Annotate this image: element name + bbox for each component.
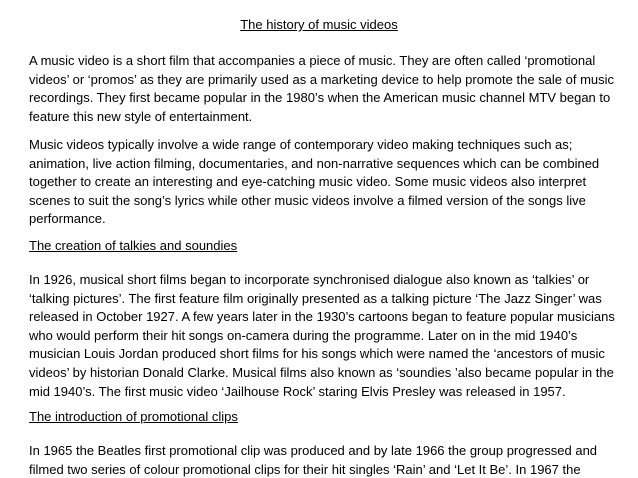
paragraph-line: filmed two series of colour promotional clips for their hit singles ‘Rain’ and ‘Let It Be’. In 1967 the [29,461,581,477]
paragraph-line: mid 1940’s. The first music video ‘Jailhouse Rock’ staring Elvis Presley was released in 1957. [29,383,566,399]
paragraph-line: scenes to suit the song’s lyrics while other music videos involve a filmed version of the songs live [29,192,586,208]
paragraph-line: recordings. They first became popular in the 1980’s when the American music channel MTV began to [29,90,611,106]
paragraph-line: videos’ or ‘promos’ as they are primarily used as a marketing device to help promote the sale of music [29,71,615,87]
section-heading-talkies: The creation of talkies and soundies [29,238,238,253]
paragraph-talkies [29,271,613,401]
paragraph-line: who would perform their hit songs on-camera during the programme. Later on in the mid 1940’s [29,327,578,343]
paragraph-line: A music video is a short film that accompanies a piece of music. They are often called ‘promotional [29,53,596,68]
paragraph-line: performance. [29,211,106,227]
paragraph-line: musician Louis Jordan produced short films for his songs which were named the ‘ancestors of music [29,346,605,362]
paragraph-line: released in October 1927. A few years later in the 1930’s cartoons began to feature popular musicians [29,309,615,325]
document-title: The history of music videos [240,17,398,32]
paragraph-line: feature this new style of entertainment. [29,108,253,124]
section-heading-promotional: The introduction of promotional clips [29,409,238,424]
paragraph-line: together to create an interesting and eye-catching music video. Some music videos also interpret [29,174,587,190]
paragraph-line: In 1965 the Beatles first promotional clip was produced and by late 1966 the group progressed and [29,443,598,458]
paragraph-line: Music videos typically involve a wide range of contemporary video making techniques such as; [29,137,573,152]
paragraph-techniques [29,136,613,229]
paragraph-intro [29,52,613,126]
paragraph-line: animation, live action filming, documentaries, and non-narrative sequences which can be combined [29,155,600,171]
paragraph-line: ‘talking pictures’. The first feature film originally presented as a talking picture ‘The Jazz Singer’ was [29,290,602,306]
paragraph-line: In 1926, musical short films began to incorporate synchronised dialogue also known as ‘talkies’ or [29,272,590,287]
paragraph-line: videos’ by historian Donald Clarke. Musical films also known as ‘soundies ’also became popular in the [29,364,614,380]
paragraph-promotional [29,442,613,478]
